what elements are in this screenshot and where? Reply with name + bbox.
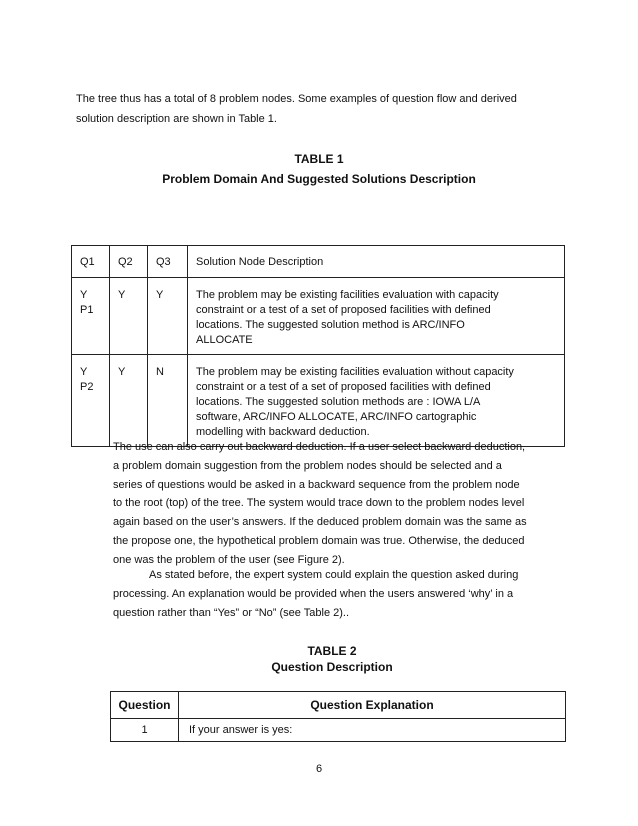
table1-title: Problem Domain And Suggested Solutions Description (162, 172, 476, 186)
table1 (71, 245, 565, 447)
description-cell (188, 355, 565, 447)
table-row (72, 355, 565, 447)
paragraph-line: As stated before, the expert system could explain the question asked during (149, 569, 519, 581)
table-header-row (111, 692, 566, 719)
paragraph-line: series of questions would be asked in a backward sequence from the problem node (113, 478, 520, 491)
cell-text: ALLOCATE (196, 334, 253, 346)
cell-text: The problem may be existing facilities evaluation without capacity (196, 366, 514, 378)
table-row (72, 278, 565, 355)
cell-text: constraint or a test of a set of proposed facilities with defined (196, 381, 491, 393)
cell-text: modelling with backward deduction. (196, 426, 370, 438)
table-row (111, 719, 566, 742)
q3-cell: Y (148, 278, 188, 355)
intro-paragraph (76, 90, 576, 129)
paragraph-line: again based on the user’s answers. If the deduced problem domain was the same as (113, 516, 527, 529)
cell-text: Y (80, 366, 88, 378)
cell-text: software, ARC/INFO ALLOCATE, ARC/INFO cartographic (196, 411, 477, 423)
cell-text: locations. The suggested solution methods are : IOWA L/A (196, 396, 481, 408)
header-cell: Q2 (110, 246, 148, 278)
table-header-row (72, 246, 565, 278)
table2 (110, 691, 566, 742)
q2-cell: Y (110, 278, 148, 355)
question-number-cell: 1 (111, 719, 179, 742)
header-cell: Q1 (72, 246, 110, 278)
table1-label: TABLE 1 (294, 152, 344, 166)
header-cell: Question (111, 692, 179, 719)
page-number: 6 (315, 763, 323, 775)
header-cell: Question Explanation (179, 692, 566, 719)
explanation-paragraph (113, 566, 573, 622)
cell-text: constraint or a test of a set of proposed facilities with defined (196, 304, 491, 316)
table2-title: Question Description (271, 660, 393, 674)
question-explanation-cell: If your answer is yes: (179, 719, 566, 742)
intro-line: The tree thus has a total of 8 problem nodes. Some examples of question flow and derived (76, 93, 517, 105)
cell-text: P1 (80, 304, 94, 316)
paragraph-line: processing. An explanation would be provided when the users answered ‘why’ in a (113, 587, 514, 600)
cell-text: Y (80, 289, 88, 301)
intro-line: solution description are shown in Table 1. (76, 113, 277, 125)
q2-cell: Y (110, 355, 148, 447)
header-cell: Solution Node Description (188, 246, 565, 278)
q3-cell: N (148, 355, 188, 447)
paragraph-line: a problem domain suggestion from the problem nodes should be selected and a (113, 459, 502, 472)
table2-label: TABLE 2 (307, 644, 357, 658)
header-cell: Q3 (148, 246, 188, 278)
cell-text: P2 (80, 381, 94, 393)
q1-cell (72, 355, 110, 447)
description-cell (188, 278, 565, 355)
cell-text: The problem may be existing facilities evaluation with capacity (196, 289, 499, 301)
paragraph-line: one was the problem of the user (see Figure 2). (113, 553, 345, 566)
backward-deduction-paragraph (113, 438, 573, 570)
q1-cell (72, 278, 110, 355)
paragraph-line: The use can also carry out backward deduction. If a user select backward deduction, (113, 441, 526, 453)
cell-text: locations. The suggested solution method is ARC/INFO (196, 319, 465, 331)
paragraph-line: question rather than “Yes” or “No” (see Table 2).. (113, 606, 350, 619)
paragraph-line: the propose one, the hypothetical problem domain was true. Otherwise, the deduced (113, 534, 525, 547)
paragraph-line: to the root (top) of the tree. The system would trace down to the problem nodes level (113, 497, 525, 510)
